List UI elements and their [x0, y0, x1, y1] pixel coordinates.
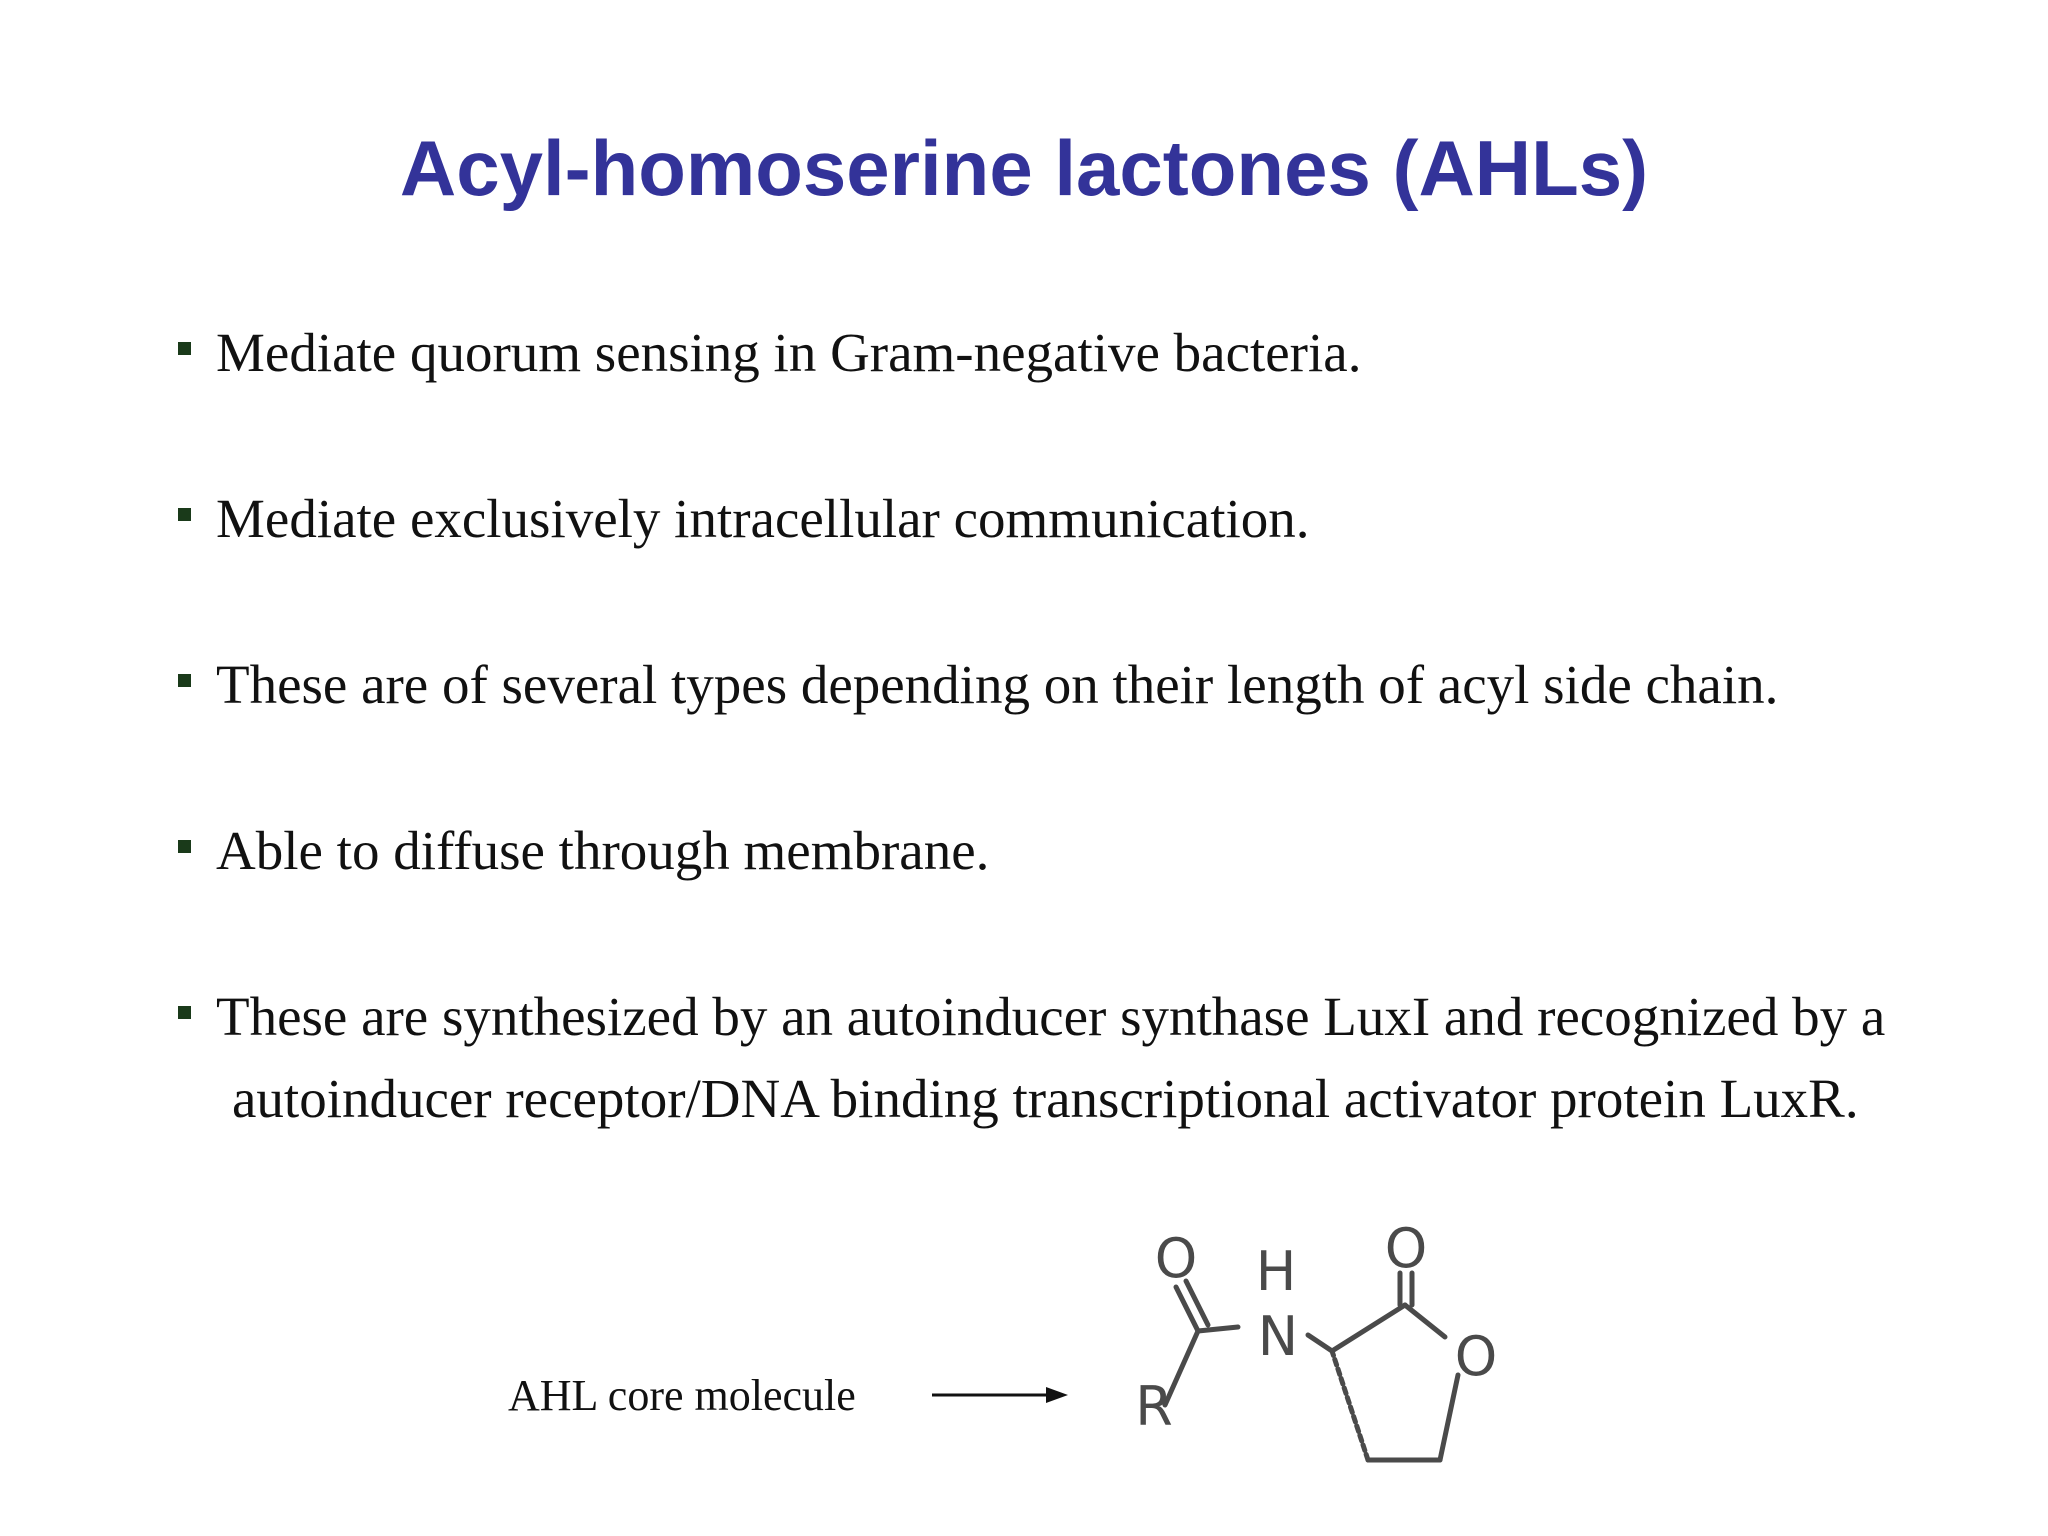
bond-alpha-carbonyl [1332, 1305, 1405, 1351]
ahl-molecule-structure [1110, 1215, 1510, 1485]
bullet-item [178, 478, 1998, 560]
bond-ch2-alpha-stereo [1332, 1351, 1368, 1460]
square-bullet-icon [178, 840, 191, 853]
square-bullet-icon [178, 1006, 191, 1019]
bullet-text: Able to diffuse through membrane. [216, 820, 990, 881]
atom-ring-o: O [1454, 1325, 1498, 1388]
bullet-text-continuation: autoinducer receptor/DNA binding transcriptional activator protein LuxR. [232, 1068, 1859, 1129]
bullet-text: Mediate quorum sensing in Gram-negative bacteria. [216, 322, 1362, 383]
bullet-text: These are of several types depending on their length of acyl side chain. [216, 654, 1779, 715]
slide-title: Acyl-homoserine lactones (AHLs) [399, 124, 1649, 212]
square-bullet-icon [178, 508, 191, 521]
bond-carbonyl-n [1198, 1327, 1238, 1331]
atom-h: H [1255, 1240, 1297, 1303]
bullet-item [178, 976, 1998, 1140]
square-bullet-icon [178, 674, 191, 687]
figure-caption: AHL core molecule [508, 1371, 856, 1420]
atom-o-left: O [1154, 1227, 1198, 1290]
square-bullet-icon [178, 342, 191, 355]
bullet-text: These are synthesized by an autoinducer synthase LuxI and recognized by a [216, 986, 1886, 1047]
bullet-item [178, 312, 1998, 394]
bullet-item [178, 810, 1998, 892]
atom-r: R [1135, 1375, 1173, 1438]
bullet-item [178, 644, 1998, 726]
bond-carbonyl-ring-o [1405, 1305, 1445, 1337]
bullet-text: Mediate exclusively intracellular communication. [216, 488, 1310, 549]
right-arrow-icon [930, 1380, 1070, 1410]
bond-n-alpha [1308, 1335, 1332, 1351]
atom-n: N [1257, 1305, 1299, 1368]
atom-o-right: O [1384, 1217, 1428, 1280]
